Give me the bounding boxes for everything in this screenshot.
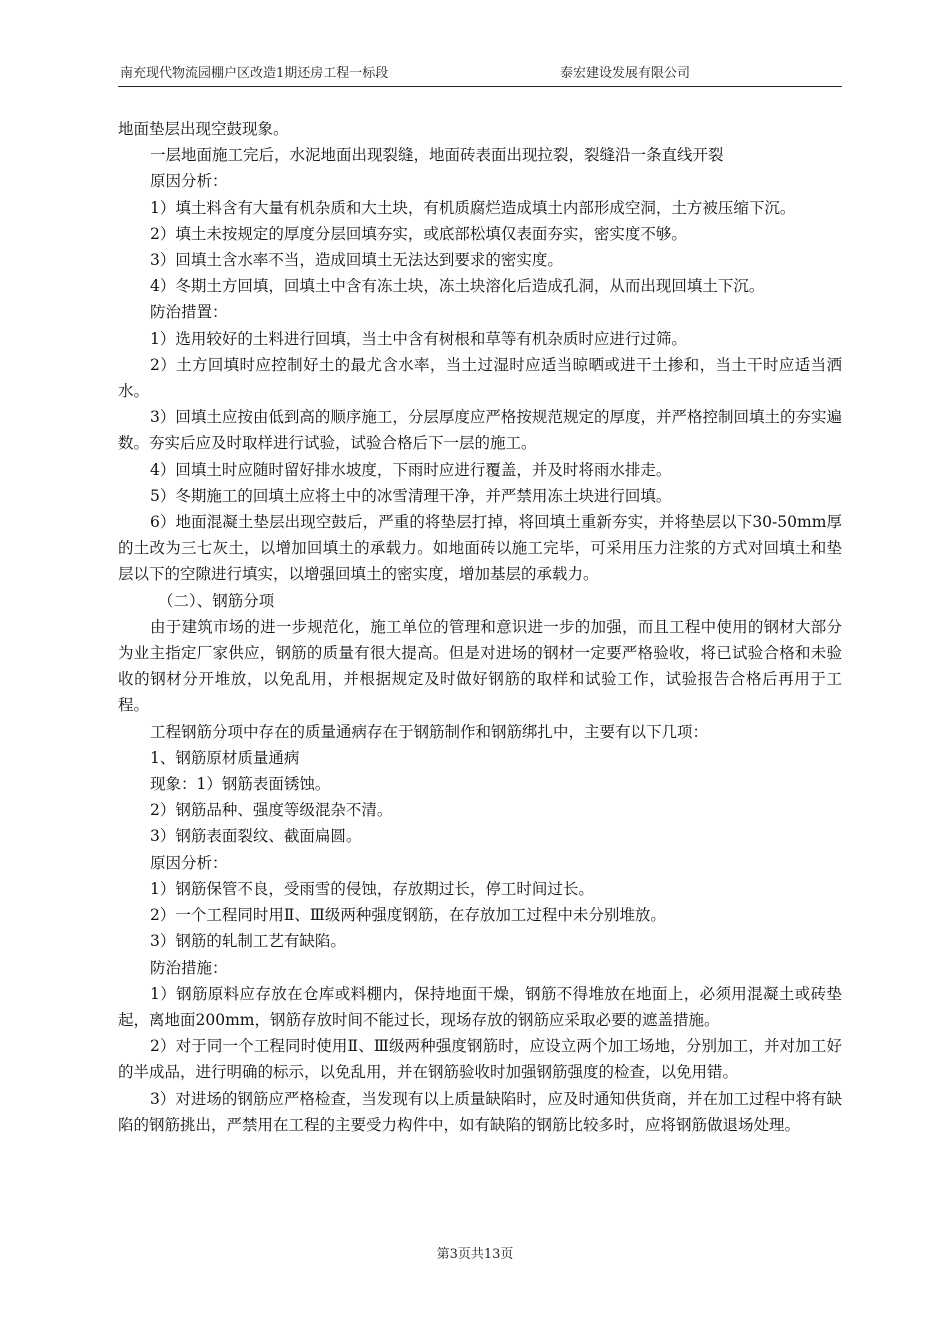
paragraph: 地面垫层出现空鼓现象。 xyxy=(118,120,289,138)
paragraph: 3）对进场的钢筋应严格检查，当发现有以上质量缺陷时，应及时通知供货商，并在加工过程中将有缺陷的钢筋挑出，严禁用在工程的主要受力构件中，如有缺陷的钢筋比较多时，应将钢筋做退场处理。 xyxy=(118,1089,842,1134)
paragraph: 2）一个工程同时用Ⅱ、Ⅲ级两种强度钢筋，在存放加工过程中未分别堆放。 xyxy=(150,906,666,925)
header-company-name: 泰宏建设发展有限公司 xyxy=(560,66,691,81)
paragraph: 2）钢筋品种、强度等级混杂不清。 xyxy=(150,801,393,820)
paragraph: 防治措置： xyxy=(150,303,228,322)
paragraph: 3）回填土含水率不当，造成回填土无法达到要求的密实度。 xyxy=(150,251,563,270)
header-project-name: 南充现代物流园棚户区改造1期还房工程一标段 xyxy=(120,66,389,81)
paragraph: 6）地面混凝土垫层出现空鼓后，严重的将垫层打掉，将回填土重新夯实，并将垫层以下30-50mm厚的土改为三七灰土，以增加回填土的承载力。如地面砖以施工完毕，可采用压力注浆的方式对回填土和垫层以下的空隙进行填实，以增强回填土的密实度，增加基层的承载力。 xyxy=(118,513,842,584)
paragraph: 5）冬期施工的回填土应将土中的冰雪清理干净，并严禁用冻土块进行回填。 xyxy=(150,486,672,505)
paragraph: 4）回填土时应随时留好排水坡度，下雨时应进行覆盖，并及时将雨水排走。 xyxy=(150,460,672,479)
paragraph: 2）土方回填时应控制好土的最尤含水率，当土过湿时应适当晾晒或进干土掺和，当土干时应适当洒水。 xyxy=(118,355,842,401)
paragraph: 1）选用较好的土料进行回填，当土中含有树根和草等有机杂质时应进行过筛。 xyxy=(150,329,687,348)
paragraph: （二）、钢筋分项 xyxy=(158,591,275,610)
paragraph: 工程钢筋分项中存在的质量通病存在于钢筋制作和钢筋绑扎中，主要有以下几项： xyxy=(150,722,709,741)
paragraph: 1）填土料含有大量有机杂质和大土块，有机质腐烂造成填土内部形成空洞，土方被压缩下沉。 xyxy=(150,198,796,217)
document-body xyxy=(118,116,842,1138)
paragraph: 3）回填土应按由低到高的顺序施工，分层厚度应严格按规范规定的厚度，并严格控制回填土的夯实遍数。夯实后应及时取样进行试验，试验合格后下一层的施工。 xyxy=(118,408,842,453)
paragraph: 3）钢筋表面裂纹、截面扁圆。 xyxy=(150,827,362,846)
paragraph: 现象：1）钢筋表面锈蚀。 xyxy=(150,775,331,794)
paragraph: 1、钢筋原材质量通病 xyxy=(150,748,300,767)
paragraph: 4）冬期土方回填，回填土中含有冻土块，冻土块溶化后造成孔洞，从而出现回填土下沉。 xyxy=(150,277,765,296)
paragraph: 一层地面施工完后，水泥地面出现裂缝，地面砖表面出现拉裂，裂缝沿一条直线开裂 xyxy=(150,146,724,165)
header-divider xyxy=(118,86,842,87)
paragraph: 由于建筑市场的进一步规范化，施工单位的管理和意识进一步的加强，而且工程中使用的钢材大部分为业主指定厂家供应，钢筋的质量有很大提高。但是对进场的钢材一定要严格验收，将已试验合格和未验收的钢材分开堆放，以免乱用，并根据规定及时做好钢筋的取样和试验工作，试验报告合格后再用于工程。 xyxy=(118,617,842,715)
paragraph: 2）填土未按规定的厚度分层回填夯实，或底部松填仅表面夯实，密实度不够。 xyxy=(150,224,687,243)
page-header xyxy=(118,64,842,84)
paragraph: 原因分析： xyxy=(150,172,228,191)
paragraph: 3）钢筋的轧制工艺有缺陷。 xyxy=(150,932,346,951)
paragraph: 防治措施： xyxy=(150,958,228,977)
paragraph: 2）对于同一个工程同时使用Ⅱ、Ⅲ级两种强度钢筋时，应设立两个加工场地，分别加工，并对加工好的半成品，进行明确的标示，以免乱用，并在钢筋验收时加强钢筋强度的检查，以免用错。 xyxy=(118,1037,842,1082)
paragraph: 1）钢筋保管不良，受雨雪的侵蚀，存放期过长，停工时间过长。 xyxy=(150,879,594,898)
paragraph: 1）钢筋原料应存放在仓库或料棚内，保持地面干燥，钢筋不得堆放在地面上，必须用混凝土或砖垫起，离地面200mm，钢筋存放时间不能过长，现场存放的钢筋应采取必要的遮盖措施。 xyxy=(118,984,842,1029)
paragraph: 原因分析： xyxy=(150,853,228,872)
page-number: 第3页共13页 xyxy=(436,1247,514,1262)
